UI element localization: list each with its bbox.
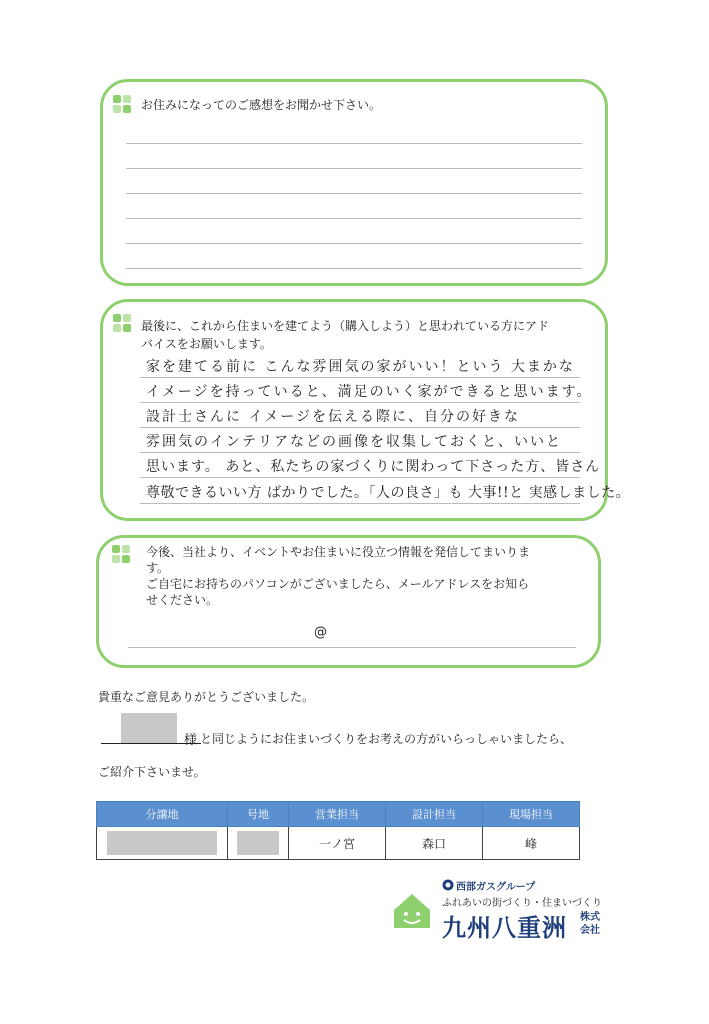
redacted-lot-number <box>237 831 279 855</box>
tagline: ふれあいの街づくり・住まいづくり <box>442 898 602 909</box>
email-input-line[interactable] <box>128 647 576 648</box>
answer-line <box>126 243 582 244</box>
handwritten-answer-line: 尊敬できるいい方 ばかりでした。「人の良さ」も 大事!!と 実感しました。 <box>146 485 631 501</box>
answer-line <box>140 427 580 428</box>
company-logo <box>390 876 610 942</box>
table-row <box>97 827 580 860</box>
header-site: 現場担当 <box>483 802 580 827</box>
company-suffix-top: 株式 <box>580 912 600 923</box>
house-clover-icon <box>390 890 434 934</box>
email-at-symbol: @ <box>314 625 327 640</box>
group-name: 西部ガスグループ <box>456 882 536 893</box>
header-subdivision: 分譲地 <box>97 802 228 827</box>
company-suffix-bottom: 会社 <box>580 925 600 936</box>
header-sales: 営業担当 <box>289 802 386 827</box>
answer-line <box>126 268 582 269</box>
info-text-line1: 今後、当社より、イベントやお住まいに役立つ情報を発信してまいりま <box>146 545 531 559</box>
table-header-row <box>97 802 580 827</box>
advice-question-line2: バイスをお願いします。 <box>141 337 272 351</box>
sales-staff-cell: 一ノ宮 <box>289 827 386 860</box>
site-staff-cell: 峰 <box>483 827 580 860</box>
handwritten-answer-line: 設計士さんに イメージを伝える際に、自分の好きな <box>146 409 521 425</box>
green-square-icon <box>113 95 133 115</box>
introduce-text: ご紹介下さいませ。 <box>98 765 206 779</box>
answer-line <box>126 143 582 144</box>
info-text-line2: す。 <box>146 561 170 575</box>
info-text-line3: ご自宅にお持ちのパソコンがございましたら、メールアドレスをお知ら <box>146 577 530 591</box>
staff-table <box>96 801 580 860</box>
header-lot-number: 号地 <box>228 802 289 827</box>
design-staff-cell: 森口 <box>386 827 483 860</box>
redacted-customer-name <box>121 713 177 743</box>
info-text-line4: せください。 <box>146 593 219 607</box>
advice-question-line1: 最後に、これから住まいを建てよう（購入しよう）と思われている方にアド <box>141 319 550 333</box>
handwritten-answer-line: 家を建てる前に こんな雰囲気の家がいい！という 大まかな <box>146 359 575 375</box>
answer-line <box>140 402 580 403</box>
sama-honorific: 様 <box>184 733 198 748</box>
handwritten-answer-line: 雰囲気のインテリアなどの画像を収集しておくと、いいと <box>146 434 562 450</box>
subdivision-cell <box>97 827 228 860</box>
lot-number-cell <box>228 827 289 860</box>
answer-line <box>126 193 582 194</box>
green-square-icon <box>112 545 132 565</box>
answer-line <box>140 377 580 378</box>
answer-line <box>140 477 580 478</box>
referral-text: と同じようにお住まいづくりをお考えの方がいらっしゃいましたら、 <box>200 732 573 746</box>
redacted-subdivision <box>107 831 217 855</box>
green-square-icon <box>113 314 133 334</box>
handwritten-answer-line: イメージを持っていると、満足のいく家ができると思います。 <box>146 384 593 400</box>
group-flame-icon <box>442 879 454 891</box>
answer-line <box>140 452 580 453</box>
answer-line <box>140 503 580 504</box>
company-name: 九州八重洲 <box>442 914 567 942</box>
answer-line <box>126 168 582 169</box>
impressions-question: お住みになってのご感想をお聞かせ下さい。 <box>141 98 382 112</box>
header-design: 設計担当 <box>386 802 483 827</box>
handwritten-answer-line: 思います。 あと、私たちの家づくりに関わって下さった方、皆さん <box>146 459 601 475</box>
thanks-text: 貴重なご意見ありがとうございました。 <box>98 690 315 704</box>
answer-line <box>126 218 582 219</box>
